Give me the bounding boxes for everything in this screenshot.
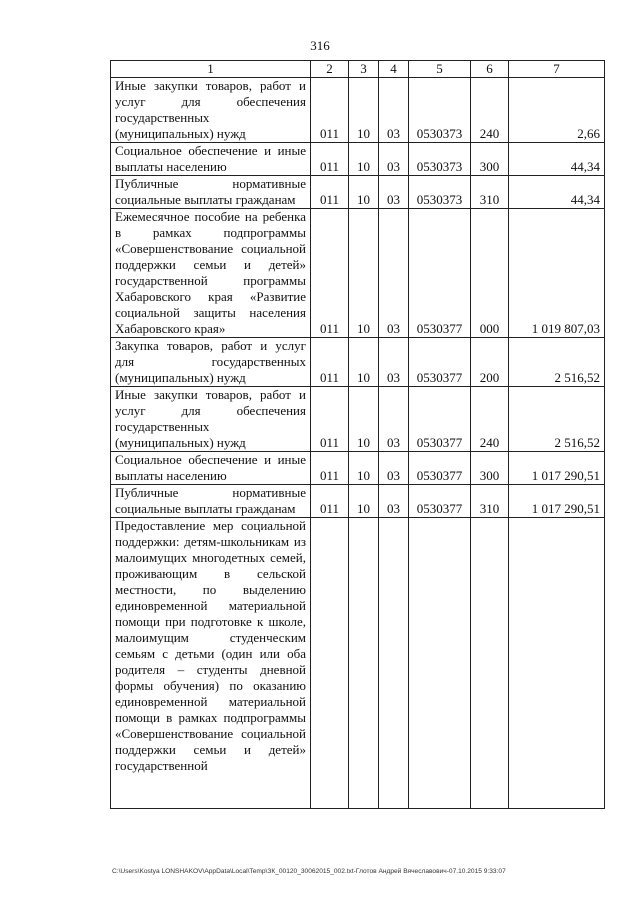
- code-section: 10: [349, 485, 379, 518]
- code-ministry: 011: [311, 485, 349, 518]
- table-row: [111, 485, 605, 518]
- amount: 1 019 807,03: [509, 209, 605, 338]
- amount: 2 516,52: [509, 338, 605, 387]
- code-target: 0530373: [409, 78, 471, 143]
- table-row: [111, 176, 605, 209]
- amount: 44,34: [509, 143, 605, 176]
- empty-cell: [471, 518, 509, 809]
- code-ministry: 011: [311, 209, 349, 338]
- code-section: 10: [349, 338, 379, 387]
- empty-cell: [409, 518, 471, 809]
- file-path-footer: C:\Users\Kostya LONSHAKOV\AppData\Local\Temp\ЗК_00120_30062015_002.txt-Глотов Андрей Вячеславович-07.10.2015 9:33:07: [112, 868, 506, 875]
- empty-cell: [311, 518, 349, 809]
- table-row: [111, 387, 605, 452]
- empty-cell: [349, 518, 379, 809]
- code-expense-type: 300: [471, 143, 509, 176]
- row-description: Публичные нормативные социальные выплаты гражданам: [111, 176, 311, 209]
- code-section: 10: [349, 176, 379, 209]
- code-subsection: 03: [379, 176, 409, 209]
- code-ministry: 011: [311, 452, 349, 485]
- code-subsection: 03: [379, 209, 409, 338]
- code-section: 10: [349, 143, 379, 176]
- code-expense-type: 300: [471, 452, 509, 485]
- amount: 2 516,52: [509, 387, 605, 452]
- row-description: Закупка товаров, работ и услуг для государственных (муниципальных) нужд: [111, 338, 311, 387]
- amount: 44,34: [509, 176, 605, 209]
- table-row: [111, 209, 605, 338]
- code-ministry: 011: [311, 176, 349, 209]
- code-expense-type: 200: [471, 338, 509, 387]
- table-row: [111, 78, 605, 143]
- row-description: Социальное обеспечение и иные выплаты населению: [111, 143, 311, 176]
- budget-table: [110, 60, 605, 809]
- empty-cell: [379, 518, 409, 809]
- row-description: Социальное обеспечение и иные выплаты населению: [111, 452, 311, 485]
- code-target: 0530377: [409, 338, 471, 387]
- row-description: Ежемесячное пособие на ребенка в рамках подпрограммы «Совершенствование социальной поддержки семьи и детей» государственной программы Хабаровского края «Развитие социальной защиты населения Хабаровского края»: [111, 209, 311, 338]
- code-expense-type: 310: [471, 176, 509, 209]
- header-cell-2: 2: [311, 61, 349, 78]
- code-section: 10: [349, 452, 379, 485]
- code-subsection: 03: [379, 78, 409, 143]
- table-row: [111, 452, 605, 485]
- code-subsection: 03: [379, 485, 409, 518]
- code-subsection: 03: [379, 338, 409, 387]
- code-target: 0530377: [409, 485, 471, 518]
- code-ministry: 011: [311, 338, 349, 387]
- header-cell-7: 7: [509, 61, 605, 78]
- code-expense-type: 000: [471, 209, 509, 338]
- row-description: Иные закупки товаров, работ и услуг для обеспечения государственных (муниципальных) нужд: [111, 78, 311, 143]
- row-description: Публичные нормативные социальные выплаты гражданам: [111, 485, 311, 518]
- amount: 2,66: [509, 78, 605, 143]
- code-subsection: 03: [379, 387, 409, 452]
- row-description: Иные закупки товаров, работ и услуг для обеспечения государственных (муниципальных) нужд: [111, 387, 311, 452]
- amount: 1 017 290,51: [509, 452, 605, 485]
- table-row: [111, 143, 605, 176]
- code-expense-type: 310: [471, 485, 509, 518]
- code-subsection: 03: [379, 452, 409, 485]
- code-target: 0530377: [409, 452, 471, 485]
- code-target: 0530373: [409, 176, 471, 209]
- code-ministry: 011: [311, 387, 349, 452]
- amount: 1 017 290,51: [509, 485, 605, 518]
- code-section: 10: [349, 209, 379, 338]
- table-row: [111, 338, 605, 387]
- row-description: Предоставление мер социальной поддержки: детям-школьникам из малоимущих многодетных семей, проживающим в сельской местности, по выделению единовременной материальной помощи при подготовке к школе, малоимущим студенческим семьям с детьми (один или оба родителя – студенты дневной формы обучения) по оказанию единовременной материальной помощи в рамках подпрограммы «Совершенствование социальной поддержки семьи и детей» государственной: [111, 518, 311, 809]
- code-ministry: 011: [311, 78, 349, 143]
- page-number: 316: [310, 38, 330, 53]
- code-ministry: 011: [311, 143, 349, 176]
- header-cell-3: 3: [349, 61, 379, 78]
- empty-cell: [509, 518, 605, 809]
- code-expense-type: 240: [471, 387, 509, 452]
- header-cell-5: 5: [409, 61, 471, 78]
- code-target: 0530373: [409, 143, 471, 176]
- code-expense-type: 240: [471, 78, 509, 143]
- header-cell-4: 4: [379, 61, 409, 78]
- code-target: 0530377: [409, 387, 471, 452]
- table-row-continued: [111, 518, 605, 809]
- header-row: [111, 61, 605, 78]
- code-section: 10: [349, 78, 379, 143]
- header-cell-1: 1: [111, 61, 311, 78]
- code-section: 10: [349, 387, 379, 452]
- code-subsection: 03: [379, 143, 409, 176]
- header-cell-6: 6: [471, 61, 509, 78]
- code-target: 0530377: [409, 209, 471, 338]
